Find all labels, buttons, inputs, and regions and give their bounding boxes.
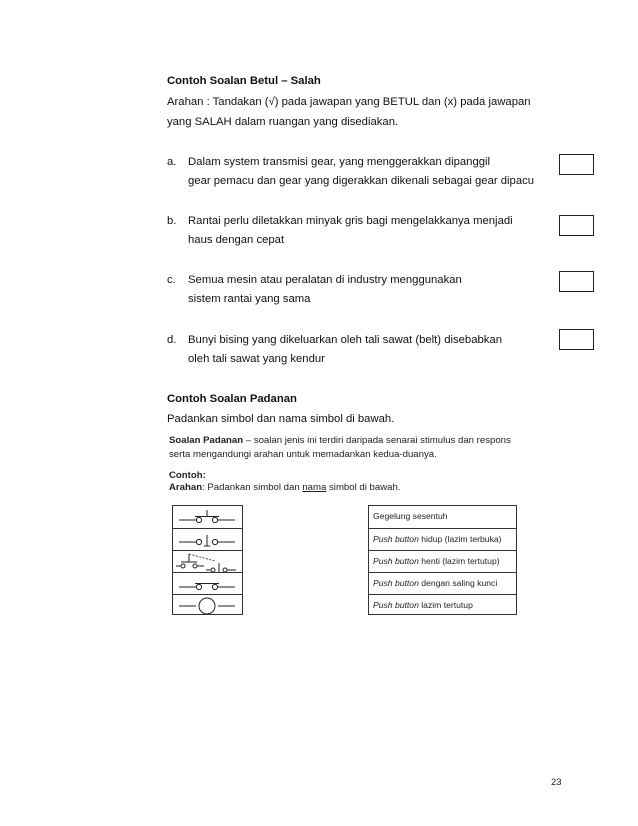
section1-instruction-line1: Arahan : Tandakan (√) pada jawapan yang BETUL dan (x) pada jawapan	[167, 96, 531, 108]
name-row-5	[369, 594, 516, 615]
page-number: 23	[551, 777, 562, 788]
figure-intro-line2: serta mengandungi arahan untuk memadankan kedua-duanya.	[169, 449, 437, 460]
push-button-off-icon	[173, 573, 242, 595]
push-button-no-icon	[173, 529, 242, 551]
name-row-4-italic: Push button	[373, 578, 419, 588]
question-a-line1: Dalam system transmisi gear, yang menggerakkan dipanggil	[188, 156, 491, 168]
figure-intro-rest: – soalan jenis ini terdiri daripada senarai stimulus dan respons	[243, 435, 511, 446]
section1-heading: Contoh Soalan Betul – Salah	[167, 75, 321, 87]
symbol-push-button-off	[173, 572, 242, 594]
answer-box-b[interactable]	[559, 215, 594, 236]
question-c-line1: Semua mesin atau peralatan di industry menggunakan	[188, 274, 462, 286]
name-row-4-text: dengan saling kunci	[418, 578, 498, 588]
name-row-4	[369, 572, 516, 594]
question-b-line1: Rantai perlu diletakkan minyak gris bagi mengelakkanya menjadi	[188, 215, 513, 227]
figure-intro-bold: Soalan Padanan	[169, 435, 244, 446]
symbol-interlocked-push-button	[173, 550, 242, 572]
name-row-2-text: hidup (lazim terbuka)	[418, 534, 502, 544]
push-button-nc-icon	[173, 506, 242, 528]
figure-arahan-underlined: nama	[302, 482, 327, 493]
figure-intro-line1	[169, 435, 511, 447]
answer-box-a[interactable]	[559, 154, 594, 175]
symbol-push-button-normally-closed	[173, 506, 242, 528]
symbol-push-button-normally-open	[173, 528, 242, 550]
name-row-5-text: lazim tertutup	[418, 600, 473, 610]
answer-box-c[interactable]	[559, 271, 594, 292]
name-row-1-text: Gegelung sesentuh	[373, 511, 448, 521]
interlocked-push-button-icon	[173, 551, 242, 573]
name-row-2	[369, 528, 516, 550]
symbol-coil	[173, 594, 242, 615]
name-row-3-text: henti (lazim tertutup)	[418, 556, 500, 566]
name-row-1	[369, 506, 516, 528]
section1-instruction-line2: yang SALAH dalam ruangan yang disediakan.	[167, 116, 399, 128]
question-b-letter: b.	[167, 215, 177, 227]
question-a-line2: gear pemacu dan gear yang digerakkan dikenali sebagai gear dipacu	[188, 175, 535, 187]
section2-instruction: Padankan simbol dan nama simbol di bawah.	[167, 413, 395, 425]
name-row-2-italic: Push button	[373, 534, 419, 544]
figure-arahan-pre: : Padankan simbol dan	[202, 482, 303, 493]
question-a-letter: a.	[167, 156, 177, 168]
coil-icon	[173, 595, 242, 616]
question-d-line2: oleh tali sawat yang kendur	[188, 353, 325, 365]
figure-arahan-post: simbol di bawah.	[326, 482, 401, 493]
figure-arahan-line	[169, 482, 400, 494]
name-table	[368, 505, 517, 615]
name-row-3	[369, 550, 516, 572]
answer-box-d[interactable]	[559, 329, 594, 350]
question-b-line2: haus dengan cepat	[188, 234, 285, 246]
question-c-letter: c.	[167, 274, 176, 286]
figure-contoh-label: Contoh:	[169, 470, 206, 481]
question-d-line1: Bunyi bising yang dikeluarkan oleh tali sawat (belt) disebabkan	[188, 334, 502, 346]
name-row-5-italic: Push button	[373, 600, 419, 610]
figure-arahan-label: Arahan	[169, 482, 203, 493]
question-d-letter: d.	[167, 334, 177, 346]
symbol-table	[172, 505, 243, 615]
question-c-line2: sistem rantai yang sama	[188, 293, 311, 305]
section2-heading: Contoh Soalan Padanan	[167, 393, 297, 405]
name-row-3-italic: Push button	[373, 556, 419, 566]
